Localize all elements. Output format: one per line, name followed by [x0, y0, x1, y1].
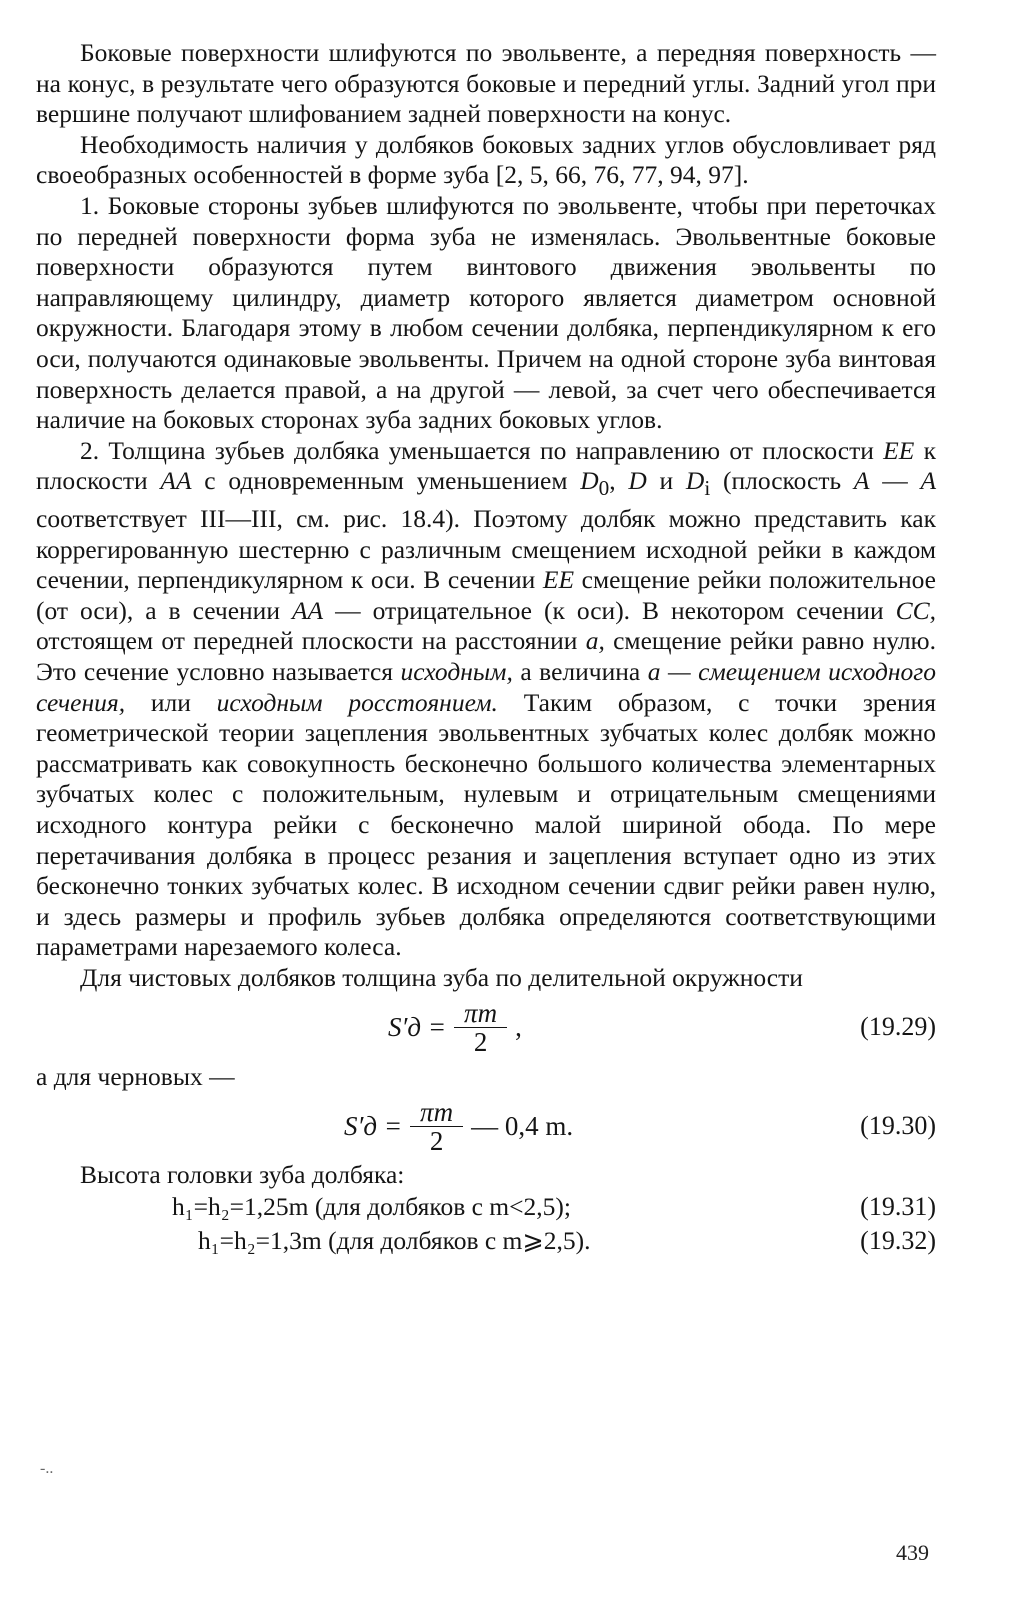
text-span: (плоскость	[710, 466, 854, 496]
symbol-d: D	[628, 466, 647, 496]
label-rough: а для черновых —	[36, 1061, 235, 1091]
paragraph-tooth-height: Высота головки зуба долбяка:	[80, 1160, 405, 1190]
fraction-numerator: πm	[410, 1098, 463, 1127]
text-span: смещение рейки равно нулю. Это сечение условно называется	[36, 626, 936, 686]
formula-19-31	[36, 1191, 936, 1225]
text-span: соответствует III—III, см. рис. 18.4). Поэтому долбяк можно представить как коррегированную шестерню с различным смещением исходной рейки в каждом сечении, перпендикулярном к оси. В сечении	[36, 504, 936, 595]
text-span: 2. Толщина зубьев долбяка уменьшается по направлению от плоскости	[80, 435, 884, 465]
fraction	[410, 1098, 463, 1155]
plane-aa: AA	[160, 466, 192, 496]
plane-cc: CC,	[895, 595, 936, 625]
symbol-d0: D	[580, 466, 599, 496]
text-span: к плоскости	[36, 435, 936, 496]
text-span: и	[646, 466, 686, 496]
paragraph-item-2	[36, 436, 936, 963]
formula-tail: — 0,4 m.	[471, 1110, 574, 1141]
text-span: ,	[609, 466, 629, 496]
formula-body	[388, 999, 522, 1056]
text-span: отстоящем от передней плоскости на расстоянии	[36, 626, 586, 656]
equation-number: (19.32)	[860, 1226, 936, 1256]
fraction-denominator: 2	[473, 1027, 488, 1057]
page-body	[36, 38, 936, 1259]
page-number: 439	[896, 1540, 929, 1565]
text-span: Таким образом, с точки зрения геометрической теории зацепления эвольвентных зубчатых колес долбяк можно рассматривать как совокупность бесконечно большого количества элементарных зубчатых колес с положительным, нулевым и отрицательным смещениями исходного контура рейки с бесконечно малой шириной обода. По мере перетачивания долбяка в процесс резания и зацепления вступает одно из этих бесконечно тонких зубчатых колес. В исходном сечении сдвиг рейки равен нулю, и здесь размеры и профиль зубьев долбяка определяются соответствующими параметрами нарезаемого колеса.	[36, 687, 936, 962]
text-span: а величина	[512, 656, 648, 686]
text-span: —	[869, 466, 921, 496]
formula-expression: h₁=h₂=1,3m (для долбяков с m⩾2,5).	[198, 1226, 591, 1256]
equation-number: (19.29)	[860, 1012, 936, 1042]
fraction-numerator: πm	[454, 999, 507, 1028]
paragraph-side-surfaces: Боковые поверхности шлифуются по эвольвенте, а передняя поверхность — на конус, в результате чего образуются боковые и передний углы. Задний угол при вершине получают шлифованием задней поверхности на конус.	[36, 38, 936, 129]
term-initial: исходным,	[400, 656, 513, 686]
subscript-0: 0	[598, 476, 610, 501]
formula-19-32	[36, 1225, 936, 1259]
formula-body	[344, 1098, 573, 1155]
distance-a: a,	[585, 626, 605, 656]
formula-19-29	[36, 996, 936, 1060]
formula-tail: ,	[515, 1012, 522, 1043]
fraction-denominator: 2	[429, 1125, 444, 1156]
paragraph-back-angles: Необходимость наличия у долбяков боковых задних углов обусловливает ряд своеобразных особенностей в форме зуба [2, 5, 66, 76, 77, 94, 97].	[36, 129, 936, 190]
plane-a: A	[920, 466, 937, 496]
text-span: с одновременным уменьшением	[191, 466, 581, 496]
text-span: смещение рейки положительное (от оси), а в сечении	[36, 565, 936, 625]
plane-aa: AA	[291, 595, 324, 625]
text-span: — отрицательное (к оси). В некотором сечении	[323, 595, 896, 625]
text-span: или	[125, 687, 217, 717]
term-initial-distance: исходным росстоянием.	[216, 687, 498, 717]
paragraph-finishing: Для чистовых долбяков толщина зуба по делительной окружности	[80, 962, 803, 992]
equation-number: (19.31)	[860, 1192, 936, 1222]
formula-expression: h₁=h₂=1,25m (для долбяков с m<2,5);	[172, 1192, 571, 1222]
plane-ee: EE	[883, 435, 915, 465]
subscript-i: i	[704, 476, 711, 501]
term-offset: a — смещением исходного сечения,	[36, 656, 936, 717]
stray-mark: -..	[40, 1460, 54, 1477]
equation-number: (19.30)	[860, 1110, 936, 1140]
paragraph-item-1: 1. Боковые стороны зубьев шлифуются по эвольвенте, чтобы при переточках по передней поверхности форма зуба не изменялась. Эвольвентные боковые поверхности образуются путем винтового движения эвольвенты по направляющему цилиндру, диаметр которого является диаметром основной окружности. Благодаря этому в любом сечении долбяка, перпендикулярном к его оси, получаются одинаковые эвольвенты. Причем на одной стороне зуба винтовая поверхность делается правой, а на другой — левой, за счет чего обеспечивается наличие на боковых сторонах зуба задних боковых углов.	[36, 190, 936, 435]
plane-ee: EE	[542, 565, 575, 595]
plane-a: A	[853, 466, 870, 496]
formula-19-30	[36, 1094, 936, 1158]
formula-lhs: S′д =	[388, 1012, 447, 1043]
fraction	[454, 999, 507, 1056]
symbol-di: D	[685, 466, 705, 496]
formula-lhs: S′д =	[344, 1110, 403, 1141]
